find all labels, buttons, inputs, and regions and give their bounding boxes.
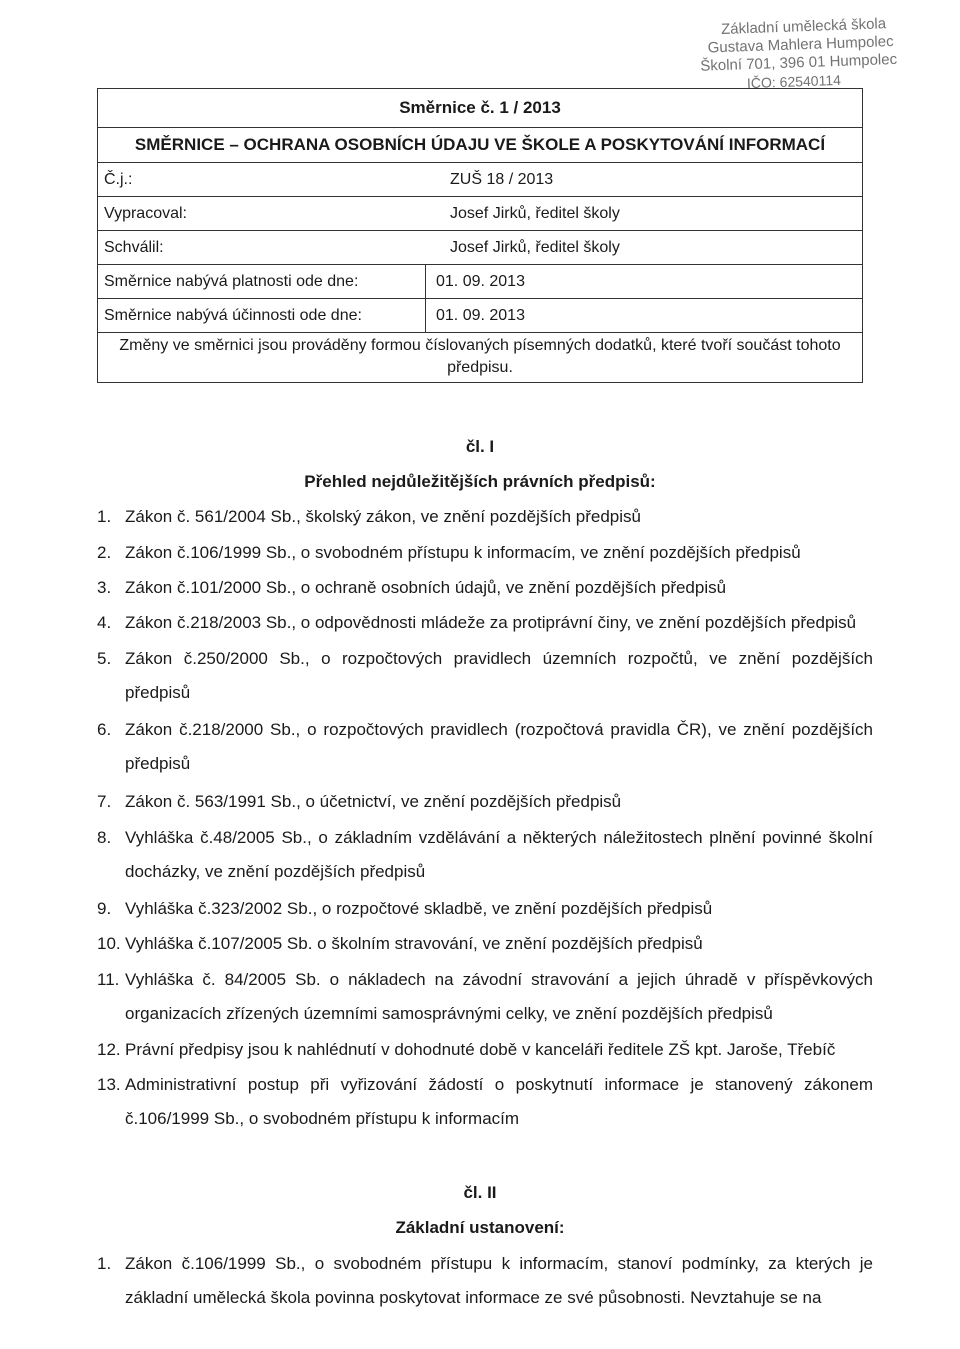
item-number: 3. [97,578,112,597]
item-text: Zákon č.106/1999 Sb., o svobodném přístupu k informacím, ve znění pozdějších předpisů [125,543,801,562]
table-row [98,162,862,196]
item-number: 6. [97,720,112,739]
stamp-line: Základní umělecká škola [720,15,887,39]
item-text: Vyhláška č.48/2005 Sb., o základním vzdělávání a některých náležitostech plnění povinné školní docházky, ve znění pozdějších předpisů [125,828,873,881]
item-number: 8. [97,828,112,847]
section-subheading: Přehled nejdůležitějších právních předpisů: [304,472,656,491]
stamp-line: Školní 701, 396 01 Humpolec [700,50,898,75]
header-table [97,88,863,383]
row-label: Vypracoval: [104,205,187,222]
item-number: 1. [97,1254,112,1273]
item-text: Právní předpisy jsou k nahlédnutí v dohodnuté době v kanceláři ředitele ZŠ kpt. Jaroše, Třebíč [125,1040,836,1059]
item-number: 12. [97,1040,121,1059]
table-row [98,298,862,332]
item-text: Vyhláška č.323/2002 Sb., o rozpočtové skladbě, ve znění pozdějších předpisů [125,899,713,918]
item-number: 5. [97,649,112,668]
row-value: ZUŠ 18 / 2013 [450,171,554,188]
item-text: Zákon č. 563/1991 Sb., o účetnictví, ve znění pozdějších předpisů [125,792,622,811]
item-number: 2. [97,543,112,562]
item-number: 13. [97,1075,121,1094]
table-row [98,230,862,264]
item-text: Zákon č.106/1999 Sb., o svobodném přístupu k informacím, stanoví podmínky, za kterých je základní umělecká škola povinna poskytovat informace ze své působnosti. Nevztahuje se na [125,1254,873,1307]
item-text: Zákon č. 561/2004 Sb., školský zákon, ve znění pozdějších předpisů [125,507,641,526]
school-stamp [697,14,919,94]
item-text: Zákon č.218/2000 Sb., o rozpočtových pravidlech (rozpočtová pravidla ČR), ve znění pozdějších předpisů [125,720,873,773]
section-subheading: Základní ustanovení: [395,1218,565,1237]
item-text: Vyhláška č.107/2005 Sb. o školním stravování, ve znění pozdějších předpisů [125,934,703,953]
document-subtitle: SMĚRNICE – OCHRANA OSOBNÍCH ÚDAJU VE ŠKOLE A POSKYTOVÁNÍ INFORMACÍ [98,127,862,162]
item-text: Vyhláška č. 84/2005 Sb. o nákladech na závodní stravování a jejich úhradě v příspěvkových organizacích zřízených územními samosprávnými celky, ve znění pozdějších předpisů [125,970,873,1023]
item-number: 11. [97,970,120,989]
item-text: Zákon č.101/2000 Sb., o ochraně osobních údajů, ve znění pozdějších předpisů [125,578,727,597]
table-row [98,196,862,230]
row-value: 01. 09. 2013 [425,299,525,332]
section-heading: čl. II [463,1183,497,1202]
section-heading: čl. I [465,437,495,456]
row-label: Č.j.: [104,171,133,188]
row-value: Josef Jirků, ředitel školy [450,205,620,222]
item-number: 7. [97,792,112,811]
item-text: Administrativní postup při vyřizování žádostí o poskytnutí informace je stanovený zákonem č.106/1999 Sb., o svobodném přístupu k informacím [125,1075,873,1128]
row-label: Schválil: [104,239,164,256]
document-title: Směrnice č. 1 / 2013 [399,98,561,117]
table-row [98,264,862,298]
row-value: 01. 09. 2013 [425,265,525,298]
stamp-line: Gustava Mahlera Humpolec [707,33,894,57]
row-label: Směrnice nabývá účinnosti ode dne: [104,307,362,324]
row-label: Směrnice nabývá platnosti ode dne: [104,273,359,290]
item-number: 4. [97,613,112,632]
item-number: 9. [97,899,112,918]
item-number: 10. [97,934,121,953]
item-text: Zákon č.218/2003 Sb., o odpovědnosti mládeže za protiprávní činy, ve znění pozdějších předpisů [125,613,857,632]
amendment-note: Změny ve směrnici jsou prováděny formou číslovaných písemných dodatků, které tvoří součást tohoto předpisu. [98,332,862,382]
row-value: Josef Jirků, ředitel školy [450,239,620,256]
item-number: 1. [97,507,112,526]
item-text: Zákon č.250/2000 Sb., o rozpočtových pravidlech územních rozpočtů, ve znění pozdějších předpisů [125,649,873,702]
stamp-line: IČO: 62540114 [746,71,842,92]
